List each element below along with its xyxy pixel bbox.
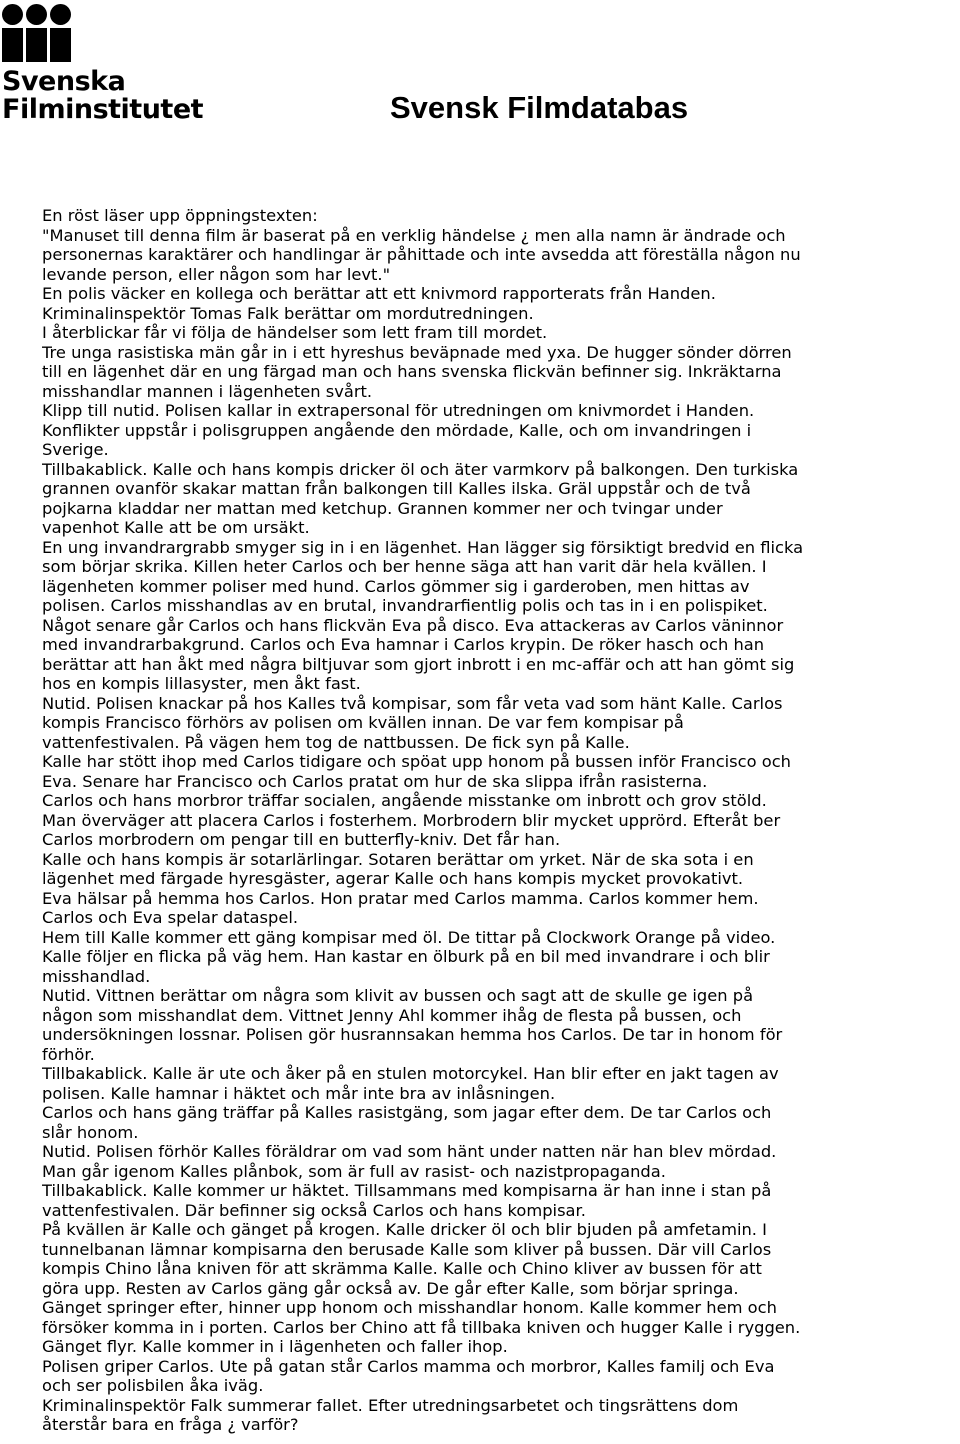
synopsis-line: En röst läser upp öppningstexten:: [42, 206, 318, 225]
synopsis-line: lägenheten kommer poliser med hund. Carlos gömmer sig i garderoben, men hittas av: [42, 576, 750, 596]
logo-block: [26, 28, 47, 62]
synopsis-line: Nutid. Polisen knackar på hos Kalles två kompisar, som får veta vad som hänt Kalle. Carlos: [42, 693, 783, 713]
synopsis-line: Kalle har stött ihop med Carlos tidigare och spöat upp honom på bussen inför Francisco och: [42, 752, 791, 771]
logo-block: [50, 28, 71, 62]
synopsis-line: Nutid. Vittnen berättar om några som klivit av bussen och sagt att de skulle ge igen på: [42, 986, 754, 1005]
synopsis-line: lägenhet med färgade hyresgäster, agerar Kalle och hans kompis mycket provokativt.: [42, 869, 744, 888]
synopsis-line: På kvällen är Kalle och gänget på krogen. Kalle dricker öl och blir bjuden på amfetamin. I: [42, 1220, 767, 1239]
synopsis-line: förhör.: [42, 1044, 95, 1064]
synopsis-line: Carlos och hans gäng träffar på Kalles rasistgäng, som jagar efter dem. De tar Carlos och: [42, 1103, 772, 1122]
svenska-filminstitutet-logo: [2, 4, 202, 128]
synopsis-line: Man går igenom Kalles plånbok, som är full av rasist- och nazistpropaganda.: [42, 1161, 666, 1181]
synopsis-line: Tillbakablick. Kalle är ute och åker på en stulen motorcykel. Han blir efter en jakt tagen av: [42, 1064, 779, 1083]
synopsis-line: Kalle och hans kompis är sotarlärlingar. Sotaren berättar om yrket. När de ska sota i en: [42, 849, 754, 869]
synopsis-line: försöker komma in i porten. Carlos ber Chino att få tillbaka kniven och hugger Kalle i ryggen.: [42, 1317, 801, 1337]
synopsis-line: En ung invandrargrabb smyger sig in i en lägenhet. Han lägger sig försiktigt bredvid en flicka: [42, 537, 804, 557]
synopsis-line: polisen. Carlos misshandlas av en brutal, invandrarfientlig polis och tas in i en polispiket.: [42, 596, 768, 615]
synopsis-line: Eva. Senare har Francisco och Carlos pratat om hur de ska slippa ifrån rasisterna.: [42, 771, 708, 791]
synopsis-line: hos en kompis lillasyster, men åkt fast.: [42, 674, 361, 693]
logo-dot: [2, 4, 23, 25]
synopsis-line: Man överväger att placera Carlos i fosterhem. Morbrodern blir mycket upprörd. Efteråt ber: [42, 810, 781, 830]
synopsis-line: kompis Francisco förhörs av polisen om kvällen innan. De var fem kompisar på: [42, 713, 684, 732]
logo-dot: [26, 4, 47, 25]
synopsis-line: Carlos och Eva spelar dataspel.: [42, 908, 299, 927]
logo-text-line-1: Svenska: [2, 66, 126, 97]
synopsis-line: någon som misshandlat dem. Vittnet Jenny Ahl kommer ihåg de flesta på bussen, och: [42, 1005, 742, 1025]
synopsis-line: med invandrarbakgrund. Carlos och Eva hamnar i Carlos krypin. De röker hasch och han: [42, 635, 765, 654]
synopsis-line: Kriminalinspektör Tomas Falk berättar om mordutredningen.: [42, 303, 534, 323]
synopsis-line: kompis Chino låna kniven för att skrämma Kalle. Kalle och Chino kliver av bussen för att: [42, 1259, 762, 1278]
synopsis-line: vapenhot Kalle att be om ursäkt.: [42, 518, 310, 537]
synopsis-line: polisen. Kalle hamnar i häktet och mår inte bra av inlåsningen.: [42, 1083, 556, 1103]
synopsis-line: Konflikter uppstår i polisgruppen angående den mördade, Kalle, och om invandringen i: [42, 420, 752, 440]
synopsis-line: misshandlar mannen i lägenheten svårt.: [42, 381, 373, 401]
logo-dots: [2, 4, 82, 26]
synopsis-line: och ser polisbilen åka iväg.: [42, 1376, 264, 1395]
synopsis-line: Klipp till nutid. Polisen kallar in extrapersonal för utredningen om knivmordet i Handen.: [42, 401, 755, 420]
synopsis-line: Eva hälsar på hemma hos Carlos. Hon pratar med Carlos mamma. Carlos kommer hem.: [42, 888, 759, 908]
synopsis-line: Carlos och hans morbror träffar socialen, angående misstanke om inbrott och grov stöld.: [42, 791, 767, 810]
synopsis-line: som börjar skrika. Killen heter Carlos och ber henne säga att han varit där hela kvällen. I: [42, 557, 767, 576]
synopsis-line: "Manuset till denna film är baserat på en verklig händelse ¿ men alla namn är ändrade och: [42, 225, 786, 245]
synopsis-line: pojkarna kladdar ner mattan med ketchup. Grannen kommer ner och tvingar under: [42, 498, 723, 518]
synopsis-line: Carlos morbrodern om pengar till en butterfly-kniv. Det får han.: [42, 830, 561, 849]
synopsis-line: levande person, eller någon som har levt.": [42, 264, 391, 284]
synopsis-line: berättar att han åkt med några biltjuvar som gjort inbrott i en mc-affär och att han gömt sig: [42, 654, 795, 674]
synopsis-line: misshandlad.: [42, 966, 151, 986]
synopsis-line: Kriminalinspektör Falk summerar fallet. Efter utredningsarbetet och tingsrättens dom: [42, 1395, 739, 1415]
synopsis-line: Tre unga rasistiska män går in i ett hyreshus beväpnade med yxa. De hugger sönder dörren: [42, 342, 792, 362]
synopsis-line: Gänget flyr. Kalle kommer in i lägenheten och faller ihop.: [42, 1337, 508, 1356]
synopsis-line: göra upp. Resten av Carlos gäng går också av. De går efter Kalle, som börjar springa.: [42, 1278, 739, 1298]
synopsis-line: undersökningen lossnar. Polisen gör husrannsakan hemma hos Carlos. De tar in honom för: [42, 1025, 783, 1044]
synopsis-line: Polisen griper Carlos. Ute på gatan står Carlos mamma och morbror, Kalles familj och Eva: [42, 1356, 775, 1376]
logo-blocks: [2, 28, 82, 62]
synopsis-line: Tillbakablick. Kalle kommer ur häktet. Tillsammans med kompisarna är han inne i stan på: [42, 1181, 772, 1200]
synopsis-line: En polis väcker en kollega och berättar att ett knivmord rapporterats från Handen.: [42, 284, 716, 303]
synopsis-line: tunnelbanan lämnar kompisarna den berusade Kalle som kliver på bussen. Där vill Carlos: [42, 1239, 772, 1259]
synopsis-line: Något senare går Carlos och hans flickvän Eva på disco. Eva attackeras av Carlos väninnor: [42, 615, 784, 635]
synopsis-line: vattenfestivalen. På vägen hem tog de nattbussen. De fick syn på Kalle.: [42, 732, 630, 752]
logo-dot: [50, 4, 71, 25]
synopsis-line: personernas karaktärer och handlingar är påhittade och inte avsedda att föreställa någon nu: [42, 245, 801, 264]
synopsis-line: Sverige.: [42, 440, 109, 459]
synopsis-line: I återblickar får vi följa de händelser som lett fram till mordet.: [42, 323, 548, 342]
synopsis-line: grannen ovanför skakar mattan från balkongen till Kalles ilska. Gräl uppstår och de två: [42, 479, 751, 498]
synopsis-line: vattenfestivalen. Där befinner sig också Carlos och hans kompisar.: [42, 1200, 586, 1220]
synopsis-text: [42, 206, 960, 1435]
page-title: Svensk Filmdatabas: [390, 90, 689, 125]
synopsis-line: Gänget springer efter, hinner upp honom och misshandlar honom. Kalle kommer hem och: [42, 1298, 777, 1317]
synopsis-line: Hem till Kalle kommer ett gäng kompisar med öl. De tittar på Clockwork Orange på video.: [42, 927, 776, 947]
logo-text-line-2: Filminstitutet: [2, 94, 204, 125]
synopsis-line: Tillbakablick. Kalle och hans kompis dricker öl och äter varmkorv på balkongen. Den turkiska: [42, 459, 799, 479]
synopsis-line: till en lägenhet där en ung färgad man och hans svenska flickvän befinner sig. Inkräktarna: [42, 362, 782, 381]
synopsis-line: Kalle följer en flicka på väg hem. Han kastar en ölburk på en bil med invandrare i och blir: [42, 947, 770, 966]
synopsis-line: Nutid. Polisen förhör Kalles föräldrar om vad som hänt under natten när han blev mördad.: [42, 1142, 777, 1161]
synopsis-line: slår honom.: [42, 1122, 139, 1142]
synopsis-line: återstår bara en fråga ¿ varför?: [42, 1415, 299, 1434]
logo-block: [2, 28, 23, 62]
